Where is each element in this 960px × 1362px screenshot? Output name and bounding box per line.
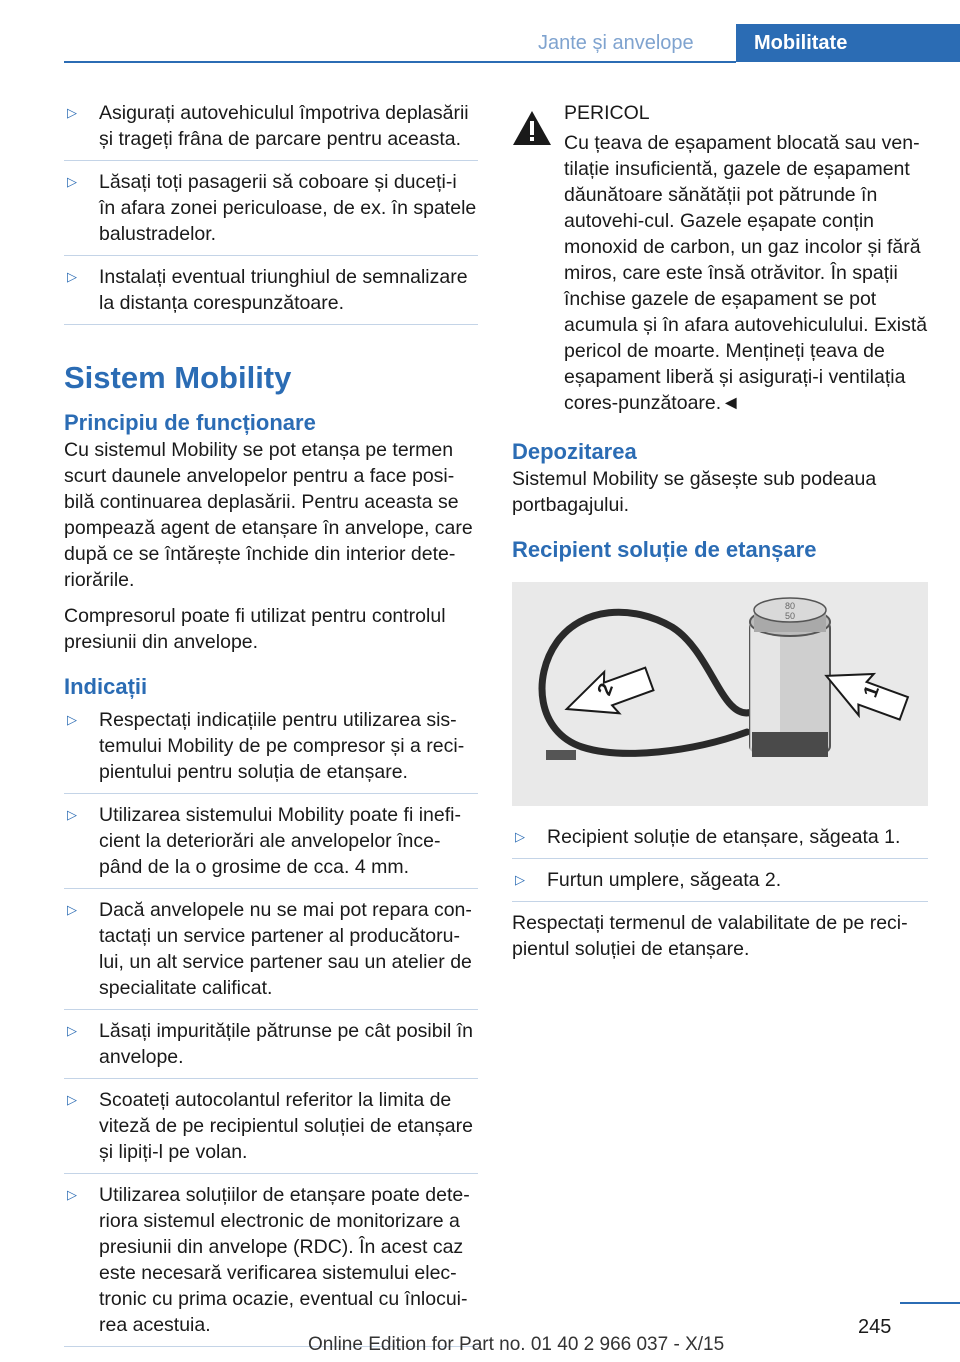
triangle-bullet-icon: ▷ — [67, 902, 77, 917]
warning-title: PERICOL — [564, 102, 650, 124]
section-title: Sistem Mobility — [64, 360, 292, 395]
header-section-title: Jante și anvelope — [538, 32, 694, 54]
list-item: ▷ Asigurați autovehiculul împotriva deplasării și trageți frâna de parcare pentru aceasta. — [64, 100, 478, 161]
danger-warning — [512, 100, 928, 416]
warning-triangle-icon — [512, 110, 552, 146]
arrow-1-label: 1 — [859, 682, 885, 701]
triangle-bullet-icon: ▷ — [67, 1023, 77, 1038]
hose-connector — [546, 750, 576, 760]
triangle-bullet-icon: ▷ — [515, 872, 525, 887]
sealant-container-figure — [512, 582, 928, 806]
list-item: ▷ Scoateți autocolantul referitor la limita de viteză de pe recipientul soluției de etanșare și lipiți-l pe volan. — [64, 1087, 478, 1174]
list-item: ▷ Utilizarea soluțiilor de etanșare poate dete-riora sistemul electronic de monitorizare a presiunii din anvelope (RDC). În acest caz este necesară verificarea sistemului elec-tronic cu prima ocazie, eventual cu înlocui-rea acestuia. — [64, 1182, 478, 1347]
triangle-bullet-icon: ▷ — [515, 829, 525, 844]
principle-heading: Principiu de funcționare — [64, 410, 316, 435]
list-item: ▷ Dacă anvelopele nu se mai pot repara con-tactați un service partener al producătoru-lui, un alt service partener sau un atelier de specialitate calificat. — [64, 897, 478, 1010]
cap-label-bottom: 50 — [784, 611, 796, 621]
compressor-paragraph: Compresorul poate fi utilizat pentru controlul presiunii din anvelope. — [64, 605, 446, 653]
closing-paragraph: Respectați termenul de valabilitate de pe reci-pientul soluției de etanșare. — [512, 912, 908, 960]
list-item: ▷ Recipient soluție de etanșare, săgeata 1. — [512, 824, 928, 859]
principle-paragraph: Cu sistemul Mobility se pot etanșa pe termen scurt daunele anvelopelor pentru a face posi-bilă continuarea deplasării. Pentru aceasta se pompează agent de etanșare în anvelope, care după ce se întărește închide din interior dete-riorările. — [64, 439, 473, 591]
header-chapter-tab: Mobilitate — [736, 24, 960, 62]
triangle-bullet-icon: ▷ — [67, 269, 77, 284]
triangle-bullet-icon: ▷ — [67, 807, 77, 822]
page-number: 245 — [858, 1316, 892, 1338]
list-item: ▷ Lăsați impuritățile pătrunse pe cât posibil în anvelope. — [64, 1018, 478, 1079]
edition-watermark: Online Edition for Part no. 01 40 2 966 037 - X/15 — [308, 1334, 725, 1355]
triangle-bullet-icon: ▷ — [67, 1187, 77, 1202]
triangle-bullet-icon: ▷ — [67, 712, 77, 727]
list-item: ▷ Respectați indicațiile pentru utilizarea sis-temului Mobility de pe compresor și a reci-pientului pentru soluția de etanșare. — [64, 707, 478, 794]
warning-text: Cu țeava de eșapament blocată sau ven-tilație insuficientă, gazele de eșapament dăunătoare sănătății pot pătrunde în autovehi-cul. Gazele eșapate conțin monoxid de carbon, un gaz incolor și fără miros, care este însă otrăvitor. În spații închise gazele de eșapament se pot acumula și în afara autovehiculului. Există pericol de moarte. Mențineți țeava de eșapament liberă și asigurați-i ventilația cores-punzătoare.◄ — [564, 132, 928, 414]
storage-paragraph: Sistemul Mobility se găsește sub podeaua portbagajului. — [512, 468, 877, 516]
storage-heading: Depozitarea — [512, 439, 637, 464]
list-item: ▷ Utilizarea sistemului Mobility poate fi inefi-cient la deteriorări ale anvelopelor înce-pând de la o grosime de cca. 4 mm. — [64, 802, 478, 889]
arrow-2-label: 2 — [593, 680, 619, 699]
list-item: ▷ Instalați eventual triunghiul de semnalizare la distanța corespunzătoare. — [64, 264, 478, 325]
footer-rule — [900, 1302, 960, 1304]
header-rule — [64, 61, 736, 63]
left-column — [64, 100, 478, 1355]
sealant-container-illustration — [512, 582, 928, 806]
triangle-bullet-icon: ▷ — [67, 1092, 77, 1107]
list-item: ▷ Lăsați toți pasagerii să coboare și duceți-i în afara zonei periculoase, de ex. în spatele balustradelor. — [64, 169, 478, 256]
triangle-bullet-icon: ▷ — [67, 174, 77, 189]
container-heading: Recipient soluție de etanșare — [512, 537, 817, 562]
cap-label-top: 80 — [784, 601, 796, 611]
list-item: ▷ Furtun umplere, săgeata 2. — [512, 867, 928, 902]
notes-heading: Indicații — [64, 674, 148, 699]
triangle-bullet-icon: ▷ — [67, 105, 77, 120]
right-column — [512, 100, 928, 972]
container-base — [752, 732, 828, 757]
